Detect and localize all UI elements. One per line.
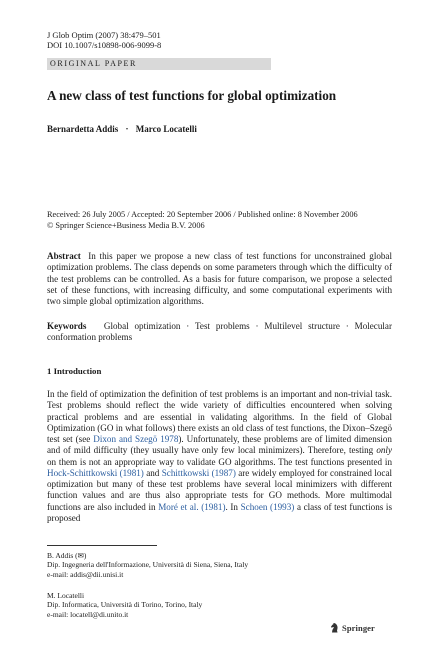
- abstract-label: Abstract: [47, 251, 81, 261]
- affiliation-email: e-mail: locatell@di.unito.it: [47, 609, 129, 619]
- intro-text: ). Unfortunately, these problems are of limited dimension and of mild difficulty (they usually have only few local minimizers). Therefore, testing: [47, 434, 392, 456]
- copyright-notice: © Springer Science+Business Media B.V. 2006: [47, 220, 205, 230]
- citation-link[interactable]: Schittkowski (1987): [161, 467, 236, 478]
- author-name: Bernardetta Addis: [47, 124, 119, 134]
- citation-link[interactable]: Moré et al. (1981): [158, 501, 226, 512]
- intro-text: and: [143, 467, 162, 478]
- introduction-paragraph: [47, 389, 392, 524]
- abstract-text: In this paper we propose a new class of test functions for unconstrained global optimization problems. The class depends on some parameters through which the difficulty of the test problems can be controlled. As a basis for future comparison, we propose a selected set of these functions, with increasing difficulty, and some computational experiments with two simple global optimization algorithms.: [47, 251, 392, 307]
- doi: DOI 10.1007/s10898-006-9099-8: [47, 40, 162, 50]
- section-heading: 1 Introduction: [47, 366, 102, 376]
- affiliation-dept: Dip. Ingegneria dell'Informazione, Università di Siena, Siena, Italy: [47, 560, 249, 570]
- abstract: [47, 251, 392, 307]
- emphasis-text: only: [376, 445, 392, 456]
- received-dates: Received: 26 July 2005 / Accepted: 20 September 2006 / Published online: 8 November 2006: [47, 210, 358, 219]
- affiliation-block: [47, 591, 202, 619]
- article-type: ORIGINAL PAPER: [50, 59, 137, 68]
- paper-title: A new class of test functions for global optimization: [47, 88, 337, 103]
- publication-history: [47, 210, 358, 231]
- author-name: Marco Locatelli: [135, 124, 197, 134]
- keywords-label: Keywords: [47, 321, 87, 331]
- intro-text: . In: [225, 501, 241, 512]
- intro-text: on them is not an appropriate way to validate GO algorithms. The test functions presented in: [47, 456, 392, 467]
- publisher-name: Springer: [342, 622, 375, 633]
- citation-link[interactable]: Hock-Schittkowski (1981): [47, 467, 144, 478]
- affiliation-dept: Dip. Informatica, Università di Torino, Torino, Italy: [47, 600, 203, 610]
- affiliation-name: M. Locatelli: [47, 591, 85, 600]
- keywords-text: Global optimization · Test problems · Multilevel structure · Molecular conformation problems: [47, 321, 392, 343]
- intro-text: a class of test functions is proposed: [47, 501, 392, 523]
- keywords: [47, 321, 392, 344]
- affiliation-email: e-mail: addis@dii.unisi.it: [47, 569, 124, 579]
- affiliation-name: B. Addis (✉): [47, 551, 87, 560]
- author-list: [47, 124, 197, 134]
- footnote-divider: [47, 545, 157, 546]
- intro-text: are widely employed for constrained local optimization but many of these test problems have several local minimizers with different function values and are thus also appropriate tests for GO methods. More multimodal functions are also included in: [47, 467, 393, 512]
- affiliation-block: [47, 551, 248, 579]
- article-type-band: [47, 58, 271, 70]
- springer-logo: [330, 622, 375, 633]
- citation-link[interactable]: Dixon and Szegö 1978: [93, 434, 179, 444]
- knight-chess-piece-icon: [330, 622, 339, 633]
- author-separator: ·: [125, 124, 129, 134]
- journal-citation: J Glob Optim (2007) 38:479–501: [47, 30, 161, 40]
- intro-text: In the field of optimization the definition of test problems is an important and non-trivial task. Test problems should reflect the wide variety of difficulties encountered when solving practical problems and are essential in validating algorithms. In the field of Global Optimization (GO in what follows) there exists an old class of test functions, the Dixon–Szegö test set (see: [47, 389, 392, 444]
- citation-link[interactable]: Schoen (1993): [240, 501, 295, 512]
- journal-header: [47, 30, 161, 50]
